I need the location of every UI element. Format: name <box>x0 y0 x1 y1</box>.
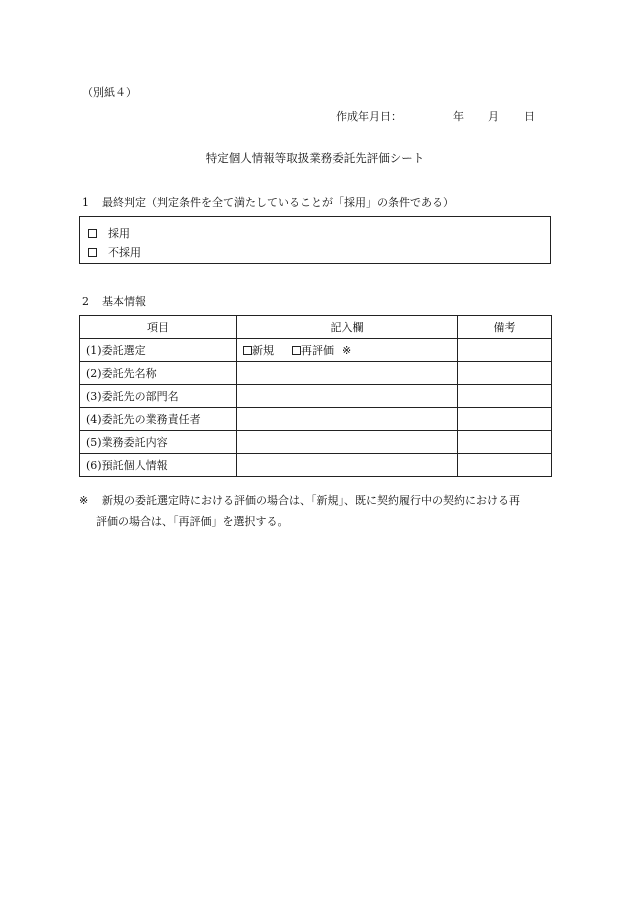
day-label: 日 <box>524 110 535 123</box>
creation-date-label: 作成年月日： <box>336 110 402 123</box>
table-row <box>80 408 552 431</box>
new-label: 新規 <box>252 344 274 357</box>
reject-label: 不採用 <box>108 246 141 259</box>
remarks-cell[interactable] <box>458 385 552 408</box>
remarks-cell[interactable] <box>458 339 552 362</box>
footnote-mark: ※ <box>79 494 89 507</box>
entry-cell[interactable] <box>237 431 458 454</box>
footnote-body <box>79 490 554 532</box>
year-label: 年 <box>453 110 464 123</box>
row-item-label: (6)預託個人情報 <box>80 454 237 477</box>
adopt-label: 採用 <box>108 227 130 240</box>
note-reference-mark: ※ <box>342 344 352 357</box>
final-judgement-box <box>79 216 551 264</box>
section2-number: 2 <box>82 295 89 308</box>
option-reject[interactable] <box>88 244 141 260</box>
row-item-label: (3)委託先の部門名 <box>80 385 237 408</box>
basic-info-table <box>79 315 552 477</box>
month-label: 月 <box>488 110 499 123</box>
document-title: 特定個人情報等取扱業務委託先評価シート <box>205 151 425 165</box>
section2-heading <box>82 293 146 309</box>
entry-cell[interactable] <box>237 385 458 408</box>
header-entry: 記入欄 <box>237 316 458 339</box>
entry-cell[interactable] <box>237 362 458 385</box>
table-row <box>80 385 552 408</box>
table-header-row <box>80 316 552 339</box>
section1-heading <box>82 194 454 210</box>
section2-heading-text: 基本情報 <box>102 295 146 308</box>
remarks-cell[interactable] <box>458 408 552 431</box>
adopt-checkbox[interactable] <box>88 229 97 238</box>
remarks-cell[interactable] <box>458 362 552 385</box>
section1-number: 1 <box>82 196 89 209</box>
option-adopt[interactable] <box>88 225 130 241</box>
row-item-label: (5)業務委託内容 <box>80 431 237 454</box>
section1-heading-text: 最終判定（判定条件を全て満たしていることが「採用」の条件である） <box>102 196 454 209</box>
table-row <box>80 339 552 362</box>
header-item: 項目 <box>80 316 237 339</box>
footnote-line-2: 評価の場合は、「再評価」を選択する。 <box>96 515 289 528</box>
footnote <box>79 490 554 532</box>
reject-checkbox[interactable] <box>88 248 97 257</box>
selection-type-cell <box>237 339 458 362</box>
row-item-label: (1)委託選定 <box>80 339 237 362</box>
row-item-label: (4)委託先の業務責任者 <box>80 408 237 431</box>
remarks-cell[interactable] <box>458 454 552 477</box>
footnote-line-1: 新規の委託選定時における評価の場合は、「新規」、既に契約履行中の契約における再 <box>102 494 520 507</box>
table-row <box>80 362 552 385</box>
new-checkbox[interactable] <box>243 346 252 355</box>
remarks-cell[interactable] <box>458 431 552 454</box>
row-item-label: (2)委託先名称 <box>80 362 237 385</box>
entry-cell[interactable] <box>237 454 458 477</box>
table-row <box>80 454 552 477</box>
reevaluation-checkbox[interactable] <box>292 346 301 355</box>
table-row <box>80 431 552 454</box>
reevaluation-label: 再評価 <box>301 344 334 357</box>
header-remarks: 備考 <box>458 316 552 339</box>
appendix-label: （別紙４） <box>82 86 137 99</box>
entry-cell[interactable] <box>237 408 458 431</box>
